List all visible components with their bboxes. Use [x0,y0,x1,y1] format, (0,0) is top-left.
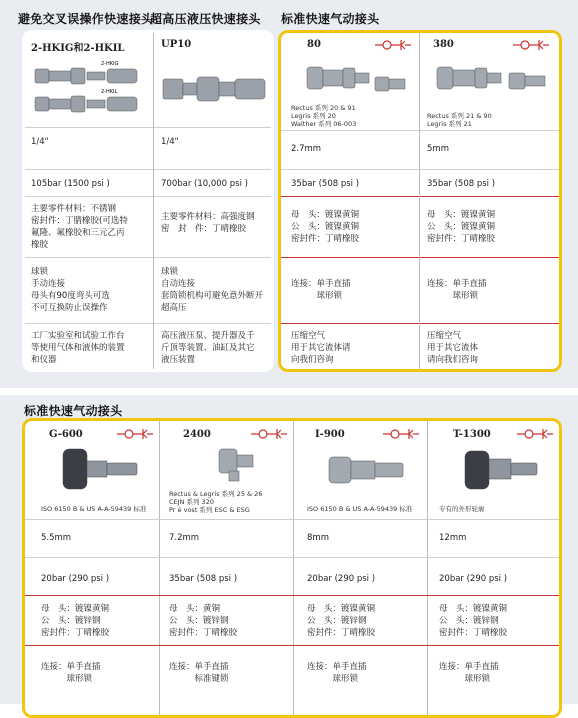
row-divider [154,127,274,128]
coupling-symbol-icon [381,428,421,440]
row-divider [281,257,419,258]
features-value: 球锁 自动连接 套筒锁机构可避免意外断开 超高压 [161,267,264,313]
row-divider [25,127,153,128]
row-divider [25,595,559,596]
heading-standard-pneumatic-bottom: 标准快速气动接头 [24,404,123,418]
compatibility-caption: Rectus 系列 20 & 91 Legris 系列 20 Walther 系列 06-003 [291,104,357,128]
row-divider [420,169,562,170]
size-value: 5.5mm [41,533,72,543]
row-divider [25,257,153,258]
row-divider [25,169,153,170]
features-value: 连接：单手直插 球形锁 [439,662,499,684]
materials-value: 主要零件材料：不锈钢 密封件：丁腈橡胶(可选特 氟隆、氟橡胶和三元乙丙 橡胶 [31,204,128,250]
image-label: 2-HKIL [101,89,118,95]
product-title: UP10 [161,39,192,50]
row-divider [25,323,153,324]
column-divider [153,33,154,369]
compatibility-caption: ISO 6150 B & US A-A-59439 标准 [307,505,413,513]
coupling-symbol-icon [515,428,555,440]
row-divider [25,519,559,520]
card-top-left [22,30,274,372]
size-value: 1/4" [31,137,49,147]
row-divider [281,130,419,131]
pressure-value: 700bar (10,000 psi ) [161,179,248,189]
size-value: 2.7mm [291,144,322,154]
features-value: 连接：单手直插 球形锁 [307,662,367,684]
heading-standard-pneumatic-top: 标准快速气动接头 [281,12,380,26]
product-image-t1300 [455,445,545,501]
product-image-up10 [159,55,271,125]
column-divider [293,421,294,715]
product-image-g600 [55,445,145,501]
coupling-symbol-icon [249,428,289,440]
pressure-value: 20bar (290 psi ) [41,574,110,584]
compatibility-caption: ISO 6150 B & US A-A-59439 标准 [41,505,147,513]
materials-value: 母 头：镀镍黄铜 公 头：镀锌钢 密封件：丁晴橡胶 [307,604,376,638]
row-divider [281,323,419,324]
product-image-80 [289,55,415,105]
features-value: 连接：单手直插 球形锁 [427,279,487,301]
row-divider [420,323,562,324]
features-value: 连接：单手直插 标准键锁 [169,662,229,684]
column-divider [427,421,428,715]
coupling-symbol-icon [115,428,155,440]
row-divider [420,196,562,197]
size-value: 12mm [439,533,467,543]
size-value: 5mm [427,144,449,154]
row-divider [420,130,562,131]
product-title: I-900 [315,429,345,440]
size-value: 1/4" [161,137,179,147]
coupling-symbol-icon [373,39,413,51]
materials-value: 主要零件材料：高强度钢 密 封 件：丁晴橡胶 [161,212,255,234]
compatibility-caption: Rectus & Legris 系列 25 & 26 CEJN 系列 320 Pr é vost 系列 ESC & ESG [169,490,263,514]
materials-value: 母 头：镀镍黄铜 公 头：镀锌钢 密封件：丁晴橡胶 [439,604,508,638]
pressure-value: 105bar (1500 psi ) [31,179,110,189]
row-divider [154,169,274,170]
product-title: 2400 [183,429,211,440]
product-image-380 [425,55,555,105]
product-title: G-600 [49,429,83,440]
pressure-value: 35bar (508 psi ) [291,179,360,189]
product-title: 80 [307,39,321,50]
features-value: 球锁 手动连接 母头有90度弯头可选 不可互换防止误操作 [31,267,110,313]
product-image-2400 [189,445,279,485]
row-divider [25,557,559,558]
size-value: 8mm [307,533,329,543]
row-divider [281,169,419,170]
pressure-value: 35bar (508 psi ) [427,179,496,189]
column-divider [419,33,420,369]
pressure-value: 20bar (290 psi ) [307,574,376,584]
application-value: 工厂实验室和试验工作台 等使用气体和液体的装置 和仪器 [31,331,125,365]
heading-anti-mismatch: 避免交叉误操作快速接头 [18,12,154,26]
size-value: 7.2mm [169,533,200,543]
card-bottom [22,418,562,718]
features-value: 连接：单手直插 球形锁 [41,662,101,684]
pressure-value: 20bar (290 psi ) [439,574,508,584]
row-divider [154,257,274,258]
compatibility-caption: 专有的外形轮廓 [439,505,485,513]
materials-value: 母 头：镀镍黄铜 公 头：镀镍黄铜 密封件：丁晴橡胶 [291,210,360,244]
product-image-i900 [321,445,411,501]
coupling-symbol-icon [511,39,551,51]
column-divider [159,421,160,715]
row-divider [420,257,562,258]
application-value: 压缩空气 用于其它流体 请向我们咨询 [427,331,479,365]
product-title: T-1300 [453,429,491,440]
row-divider [281,196,419,197]
materials-value: 母 头：镀镍黄铜 公 头：镀镍黄铜 密封件：丁晴橡胶 [427,210,496,244]
product-title: 380 [433,39,454,50]
pressure-value: 35bar (508 psi ) [169,574,238,584]
row-divider [154,323,274,324]
materials-value: 母 头：黄铜 公 头：镀锌钢 密封件：丁晴橡胶 [169,604,238,638]
product-image-hkig-hkil [31,55,149,125]
heading-ultra-high-pressure: 超高压液压快速接头 [150,12,261,26]
image-label: 2-HKIG [101,61,119,67]
materials-value: 母 头：镀镍黄铜 公 头：镀锌钢 密封件：丁晴橡胶 [41,604,110,638]
product-title: 2-HKIG和2-HKIL [31,43,125,54]
compatibility-caption: Rectus 系列 21 & 90 Legris 系列 21 [427,112,492,128]
application-value: 压缩空气 用于其它流体请 向我们咨询 [291,331,351,365]
row-divider [25,645,559,646]
features-value: 连接：单手直插 球形锁 [291,279,351,301]
card-top-right [278,30,562,372]
row-divider [154,196,274,197]
row-divider [25,196,153,197]
application-value: 高压液压泵、提升器及千 斤顶等装置、油缸及其它 液压装置 [161,331,255,365]
